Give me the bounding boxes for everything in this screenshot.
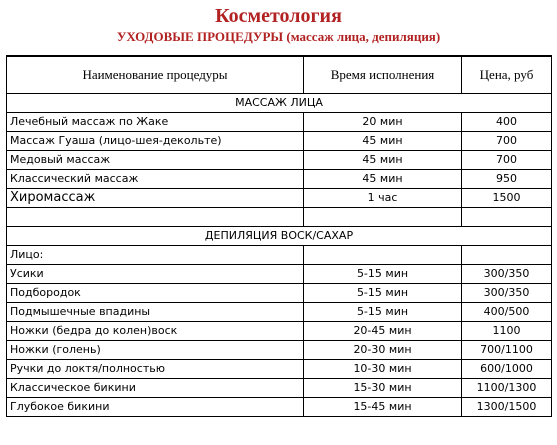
table-row [7, 189, 552, 208]
empty-cell [462, 208, 552, 227]
procedure-duration: 1 час [304, 189, 462, 208]
procedure-duration: 5-15 мин [304, 284, 462, 303]
procedure-price: 1100 [462, 322, 552, 341]
procedure-duration: 20-45 мин [304, 322, 462, 341]
procedure-price: 700 [462, 132, 552, 151]
table-row [7, 246, 552, 265]
procedure-name: Классический массаж [7, 170, 304, 189]
procedure-duration: 45 мин [304, 132, 462, 151]
table-header-row [7, 56, 552, 94]
procedure-duration: 45 мин [304, 170, 462, 189]
procedure-name: Подмышечные впадины [7, 303, 304, 322]
section-row-face-massage [7, 94, 552, 113]
procedure-price: 400 [462, 113, 552, 132]
procedure-price: 1100/1300 [462, 379, 552, 398]
procedure-duration: 45 мин [304, 151, 462, 170]
procedure-name: Массаж Гуаша (лицо-шея-декольте) [7, 132, 304, 151]
procedure-price: 300/350 [462, 265, 552, 284]
procedure-name: Глубокое бикини [7, 398, 304, 417]
procedure-duration: 10-30 мин [304, 360, 462, 379]
subsection-label-face: Лицо: [7, 246, 304, 265]
price-table [6, 55, 552, 417]
table-row [7, 265, 552, 284]
procedure-name: Ручки до локтя/полностью [7, 360, 304, 379]
procedure-name: Ножки (голень) [7, 341, 304, 360]
procedure-price: 400/500 [462, 303, 552, 322]
section-row-depilation [7, 227, 552, 246]
page-title: Косметология [215, 5, 342, 27]
procedure-name: Хиромассаж [7, 189, 304, 208]
procedure-price: 700/1100 [462, 341, 552, 360]
procedure-name: Классическое бикини [7, 379, 304, 398]
procedure-duration: 20-30 мин [304, 341, 462, 360]
section-title-face-massage: МАССАЖ ЛИЦА [7, 94, 552, 113]
procedure-duration: 20 мин [304, 113, 462, 132]
procedure-name: Усики [7, 265, 304, 284]
page-subtitle: УХОДОВЫЕ ПРОЦЕДУРЫ (массаж лица, депиляция) [116, 29, 441, 44]
procedure-duration: 15-45 мин [304, 398, 462, 417]
empty-cell [304, 246, 462, 265]
empty-row [7, 208, 552, 227]
empty-cell [462, 246, 552, 265]
procedure-price: 1300/1500 [462, 398, 552, 417]
empty-cell [304, 208, 462, 227]
procedure-price: 600/1000 [462, 360, 552, 379]
table-row [7, 360, 552, 379]
table-row [7, 170, 552, 189]
procedure-duration: 5-15 мин [304, 303, 462, 322]
section-title-depilation: ДЕПИЛЯЦИЯ ВОСК/САХАР [7, 227, 552, 246]
procedure-name: Ножки (бедра до колен)воск [7, 322, 304, 341]
table-row [7, 113, 552, 132]
table-row [7, 303, 552, 322]
header-duration: Время исполнения [304, 56, 462, 94]
table-row [7, 341, 552, 360]
procedure-duration: 15-30 мин [304, 379, 462, 398]
header-price: Цена, руб [462, 56, 552, 94]
procedure-price: 950 [462, 170, 552, 189]
procedure-price: 300/350 [462, 284, 552, 303]
procedure-name: Лечебный массаж по Жаке [7, 113, 304, 132]
empty-cell [7, 208, 304, 227]
table-row [7, 132, 552, 151]
table-row [7, 151, 552, 170]
procedure-name: Медовый массаж [7, 151, 304, 170]
procedure-duration: 5-15 мин [304, 265, 462, 284]
procedure-price: 1500 [462, 189, 552, 208]
table-row [7, 322, 552, 341]
procedure-price: 700 [462, 151, 552, 170]
procedure-name: Подбородок [7, 284, 304, 303]
header-procedure-name: Наименование процедуры [7, 56, 304, 94]
table-row [7, 284, 552, 303]
table-row [7, 379, 552, 398]
table-row [7, 398, 552, 417]
